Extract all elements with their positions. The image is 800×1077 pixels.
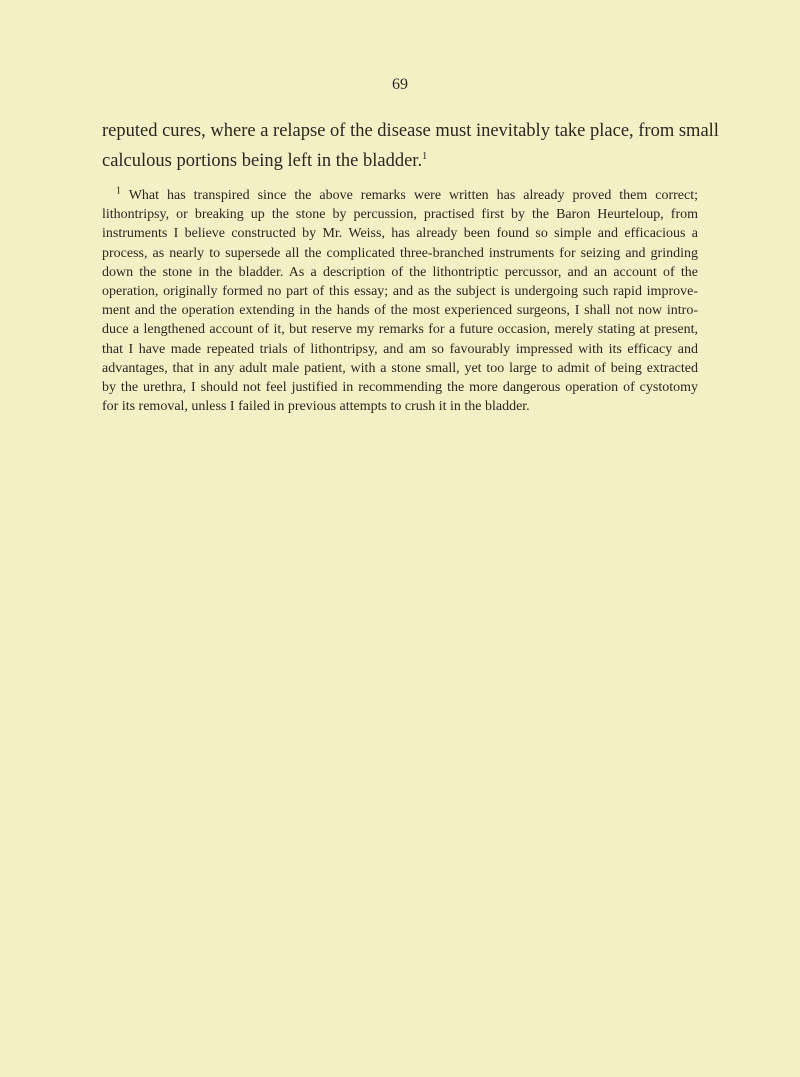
footnote-line: down the stone in the bladder. As a description of the lithontriptic percussor, and an account of the (102, 264, 698, 280)
footnote-line: that I have made repeated trials of lithontripsy, and am so favourably impressed with its efficacy and (102, 341, 698, 357)
body-text (102, 116, 719, 176)
body-line-text: calculous portions being left in the bladder. (102, 151, 423, 171)
body-line: reputed cures, where a relapse of the disease must inevitably take place, from small (102, 121, 719, 141)
footnote-line: lithontripsy, or breaking up the stone by percussion, practised first by the Baron Heurteloup, from (102, 207, 698, 223)
footnote-line: duce a lengthened account of it, but reserve my remarks for a future occasion, merely stating at present, (102, 322, 698, 338)
footnote-line: operation, originally formed no part of this essay; and as the subject is undergoing such rapid improve- (102, 284, 698, 300)
footnote-line (102, 186, 698, 205)
footnote-reference: 1 (422, 150, 428, 162)
footnote-marker: 1 (116, 185, 121, 197)
footnote (102, 186, 698, 416)
footnote-line: ment and the operation extending in the hands of the most experienced surgeons, I shall not now intro- (102, 303, 698, 319)
body-line-last (102, 146, 698, 176)
footnote-line: for its removal, unless I failed in previous attempts to crush it in the bladder. (102, 399, 530, 415)
footnote-line: instruments I believe constructed by Mr. Weiss, has already been found so simple and efficacious a (102, 226, 698, 242)
page-number: 69 (392, 76, 408, 93)
footnote-line: advantages, that in any adult male patient, with a stone small, yet too large to admit of being extracted (102, 360, 698, 376)
footnote-line-text: What has transpired since the above remarks were written has already proved them correct; (128, 188, 698, 203)
footnote-line: process, as nearly to supersede all the complicated three-branched instruments for seizing and grinding (102, 245, 698, 261)
footnote-line: by the urethra, I should not feel justified in recommending the more dangerous operation of cystotomy (102, 380, 698, 396)
